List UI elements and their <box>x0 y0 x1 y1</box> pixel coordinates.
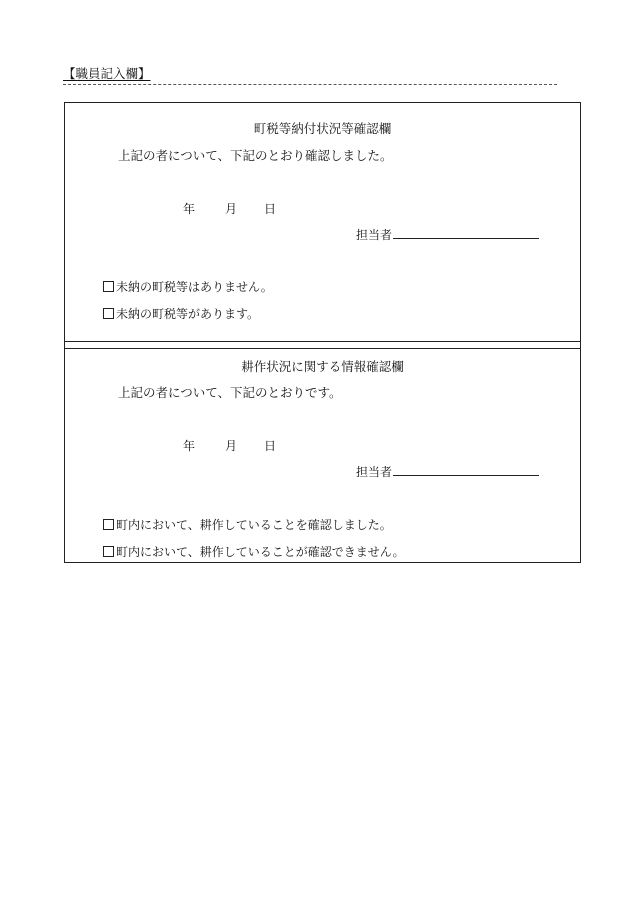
checkbox-icon[interactable] <box>103 281 114 292</box>
staff-entry-header <box>63 66 557 85</box>
checkbox-icon[interactable] <box>103 546 114 557</box>
tax-option-has-arrears[interactable] <box>103 306 259 322</box>
tax-date-day-label: 日 <box>264 202 277 216</box>
farming-date-year-label: 年 <box>183 439 196 453</box>
farming-date-month-label: 月 <box>225 439 238 453</box>
tax-option-label: 未納の町税等はありません。 <box>116 280 273 294</box>
farming-signature-line[interactable] <box>393 464 539 476</box>
farming-status-section <box>65 349 580 563</box>
tax-option-label: 未納の町税等があります。 <box>116 307 260 321</box>
checkbox-icon[interactable] <box>103 519 114 530</box>
tax-date-month-label: 月 <box>225 202 238 216</box>
farming-option-not-confirmed[interactable] <box>103 544 404 560</box>
checkbox-icon[interactable] <box>103 308 114 319</box>
farming-person-in-charge-label: 担当者 <box>356 465 393 479</box>
section-divider-top <box>65 341 580 342</box>
tax-date-year-label: 年 <box>183 202 196 216</box>
staff-entry-form <box>64 102 581 563</box>
farming-option-label: 町内において、耕作していることが確認できません。 <box>116 545 405 559</box>
farming-section-title: 耕作状況に関する情報確認欄 <box>241 359 404 374</box>
tax-option-no-arrears[interactable] <box>103 279 273 295</box>
tax-person-in-charge <box>356 227 539 243</box>
farming-option-confirmed[interactable] <box>103 517 392 533</box>
tax-section-title: 町税等納付状況等確認欄 <box>253 121 392 136</box>
farming-person-in-charge <box>356 464 539 480</box>
tax-person-in-charge-label: 担当者 <box>356 228 393 242</box>
tax-section-intro: 上記の者について、下記のとおり確認しました。 <box>118 148 393 163</box>
farming-date-day-label: 日 <box>264 439 277 453</box>
tax-signature-line[interactable] <box>393 227 539 239</box>
tax-status-section <box>65 103 580 341</box>
farming-option-label: 町内において、耕作していることを確認しました。 <box>116 518 392 532</box>
staff-entry-label: 【職員記入欄】 <box>63 66 151 81</box>
farming-section-intro: 上記の者について、下記のとおりです。 <box>118 385 342 400</box>
